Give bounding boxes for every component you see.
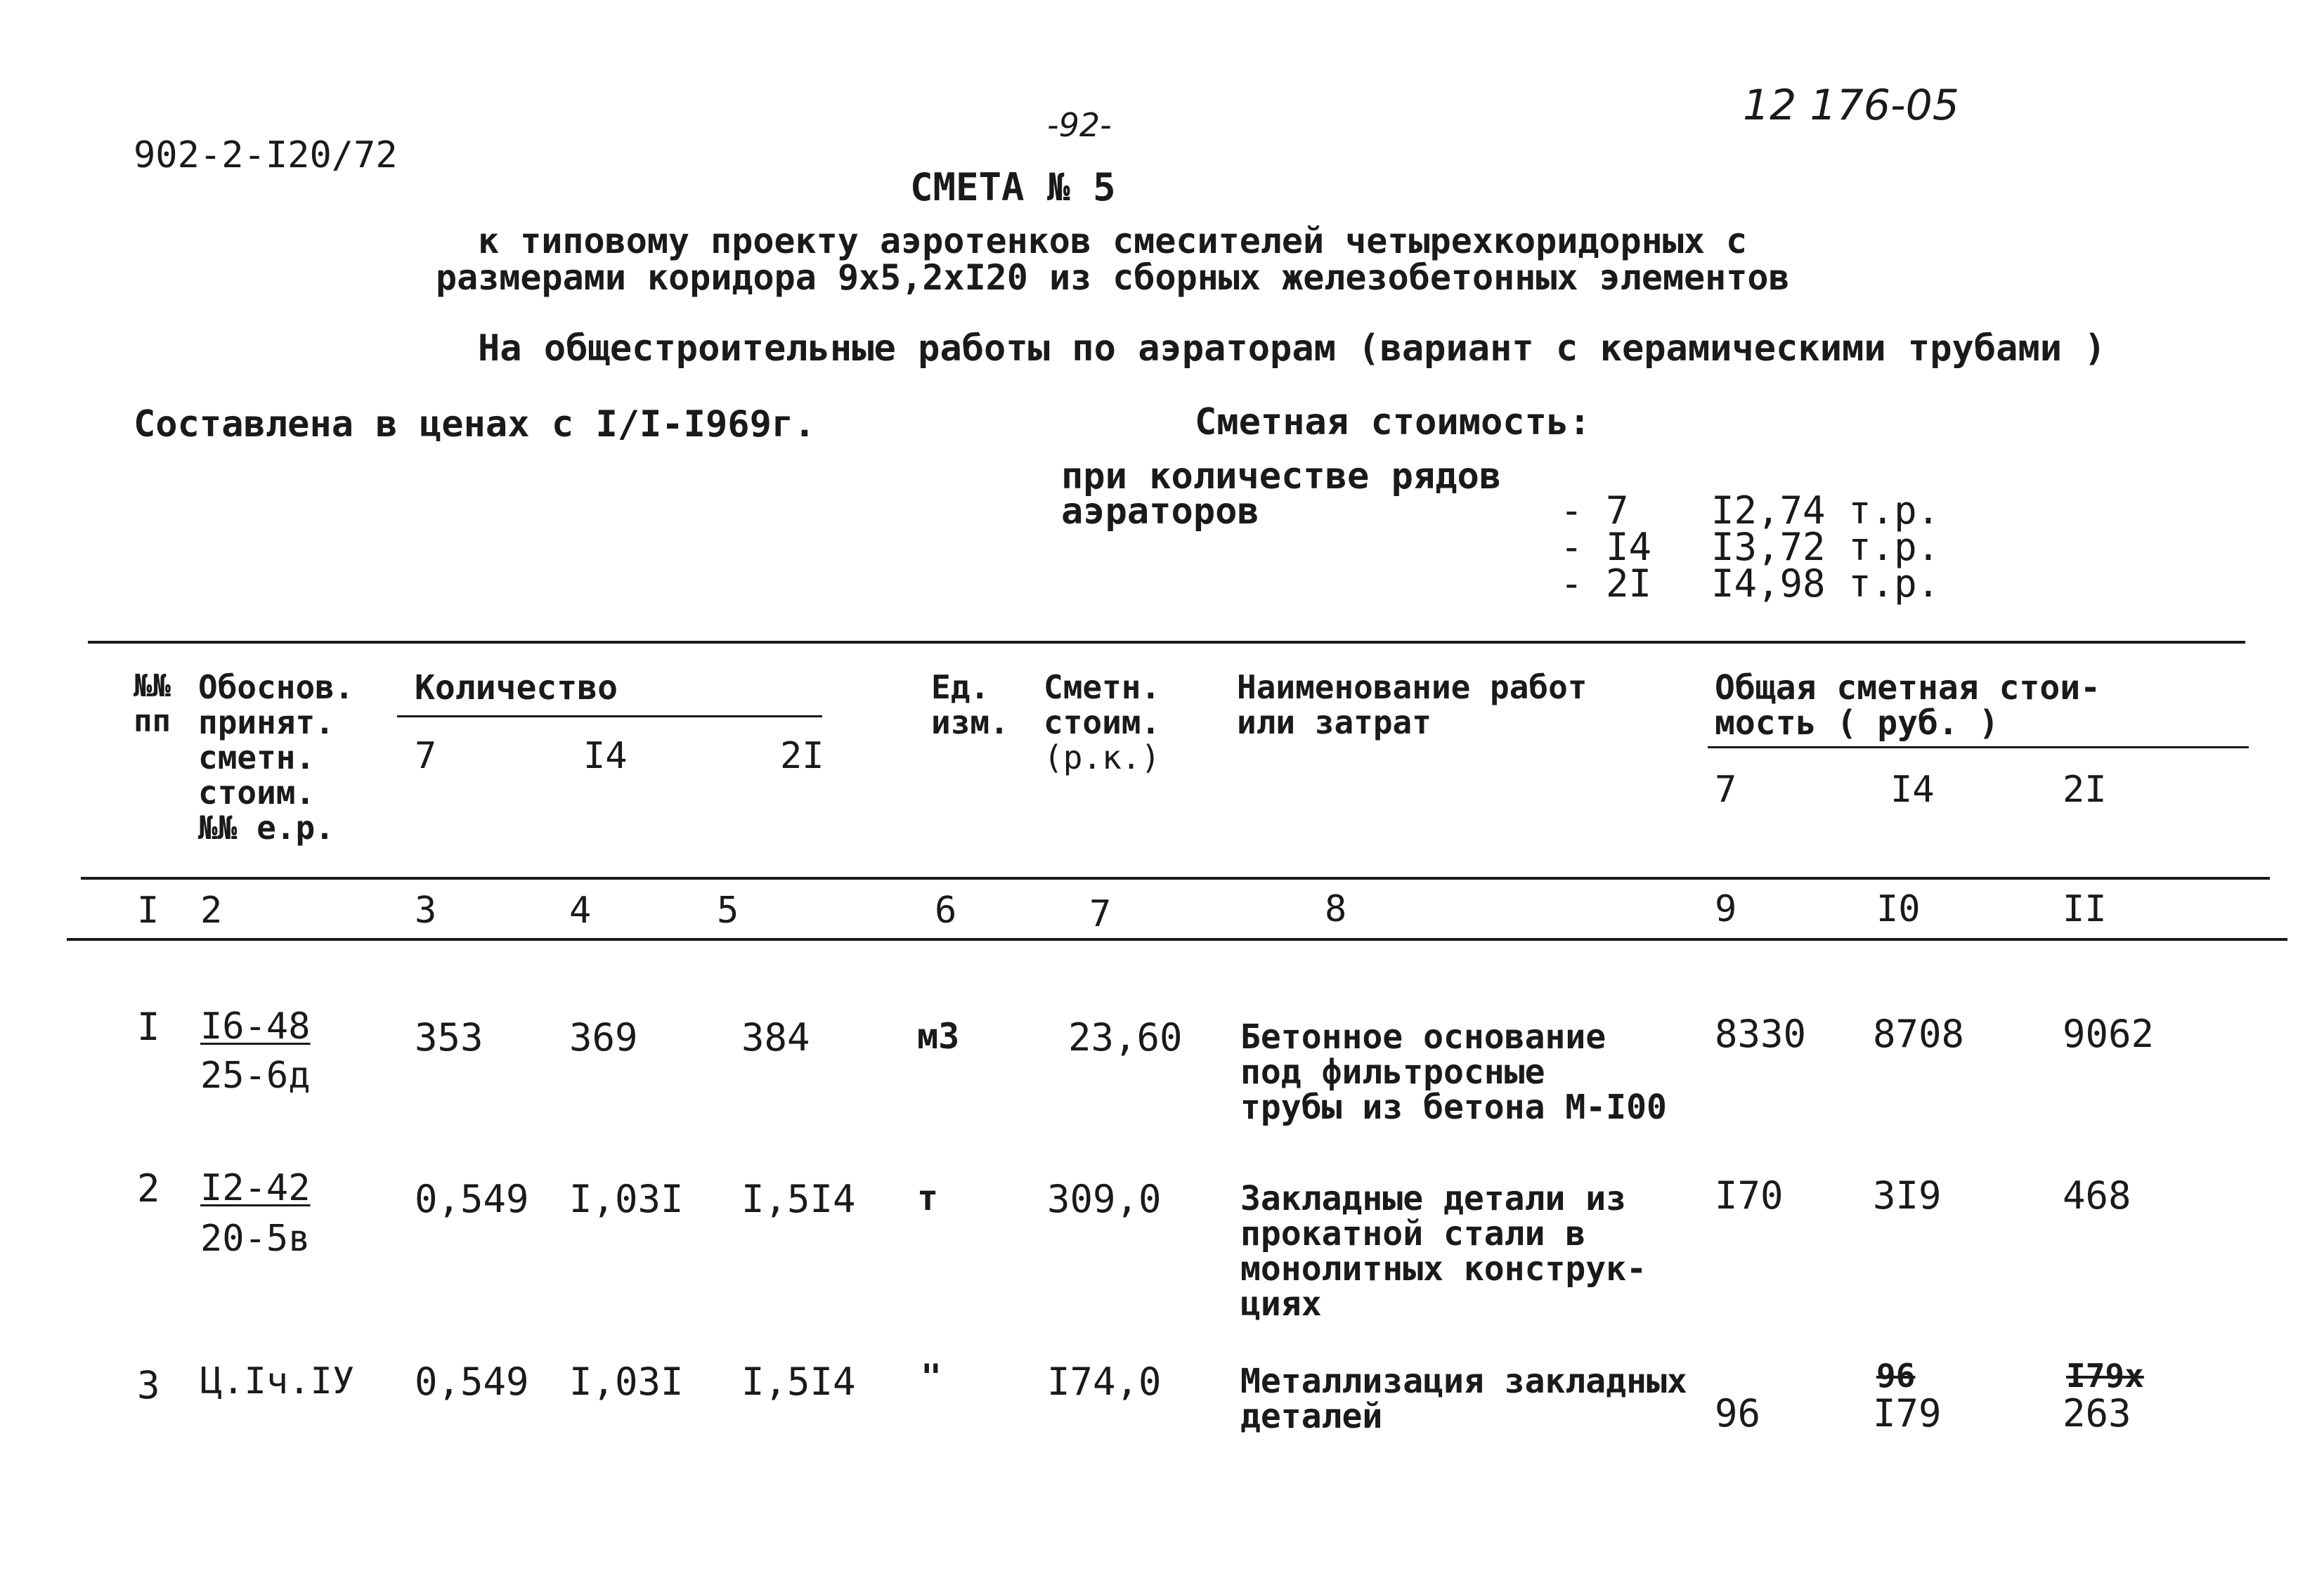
subtitle-line-1: к типовому проекту аэротенков смесителей четырехкоридорных с [478,221,1748,261]
header-num-line-2: пп [134,703,171,739]
header-name-line-1: Наименование работ [1237,668,1588,706]
column-number-4: 4 [569,890,592,932]
total-7: 96 [1715,1391,1761,1435]
header-qty-14: I4 [583,735,628,777]
total-21: 468 [2063,1173,2131,1218]
header-basis-line-3: сметн. [198,738,316,776]
basis-code: I6-48 [200,1005,311,1048]
quantity-14: I,03I [569,1360,684,1404]
work-name-line-4: циях [1240,1284,1322,1324]
basis-code-secondary: 25-6д [200,1055,311,1097]
total-21-struck: I79x [2066,1357,2144,1395]
header-basis-line-4: стоим. [198,774,316,812]
table-top-rule [88,641,2245,644]
column-number-2: 2 [200,890,223,932]
header-basis-line-1: Обоснов. [198,668,354,706]
quantity-7: 0,549 [415,1360,529,1404]
variant-rows-21: - 2I [1560,561,1652,606]
rows-label-line-2: аэраторов [1061,490,1259,533]
work-name-line-2: деталей [1240,1397,1383,1436]
document-title: СМЕТА № 5 [910,165,1116,209]
work-type: На общестроительные работы по аэраторам (вариант с керамическими трубами ) [478,327,2106,370]
header-bottom-rule [81,877,2270,880]
work-name-line-2: прокатной стали в [1240,1214,1586,1253]
basis-code-secondary: 20-5в [200,1218,311,1260]
page-number: -92- [1047,106,1112,144]
work-name-line-2: под фильтросные [1240,1053,1545,1092]
header-unit-line-2: изм. [931,703,1009,741]
quantity-14: I,03I [569,1177,684,1221]
total-21: 9062 [2063,1012,2155,1056]
column-number-10: I0 [1876,888,1921,930]
column-number-7: 7 [1089,893,1112,935]
total-21: 263 [2063,1391,2131,1435]
work-name-line-1: Закладные детали из [1240,1179,1627,1218]
header-num-line-1: №№ [134,668,171,704]
total-7: 8330 [1715,1012,1807,1056]
quantity-underline [397,715,822,717]
header-quantity: Количество [415,668,618,708]
unit-cost: 309,0 [1047,1177,1162,1221]
column-number-11: II [2063,888,2107,930]
unit-cost: I74,0 [1047,1360,1162,1404]
row-number: I [137,1005,160,1049]
total-14: 8708 [1873,1012,1965,1056]
row-number: 2 [137,1166,160,1211]
header-total-line-2: мость ( руб. ) [1715,703,1999,743]
header-total-14: I4 [1890,769,1935,811]
header-name-line-2: или затрат [1237,703,1432,741]
basis-code: I2-42 [200,1167,311,1209]
header-basis-line-5: №№ е.р. [198,809,335,847]
header-unit-cost-line-1: Сметн. [1044,668,1161,706]
total-14: 3I9 [1873,1173,1942,1218]
column-numbers-rule [67,938,2287,941]
variant-cost-7: I2,74 т.р. [1711,488,1940,533]
variant-cost-21: I4,98 т.р. [1711,561,1940,606]
quantity-7: 353 [415,1015,483,1060]
column-number-5: 5 [717,890,739,932]
header-basis-line-2: принят. [198,703,335,741]
header-total-21: 2I [2063,769,2107,811]
column-number-3: 3 [415,890,437,932]
header-unit-cost-line-3: (р.к.) [1044,738,1161,776]
header-qty-21: 2I [780,735,824,777]
rows-label-line-1: при количестве рядов [1061,455,1502,497]
work-name-line-3: монолитных конструк- [1240,1249,1647,1289]
prices-basis: Составлена в ценах с I/I-I969г. [134,403,816,445]
work-name-line-3: трубы из бетона М-I00 [1240,1088,1667,1127]
quantity-21: 384 [741,1015,810,1060]
header-total-line-1: Общая сметная стои- [1715,668,2101,708]
column-number-8: 8 [1325,888,1347,930]
header-unit-line-1: Ед. [931,668,990,706]
basis-code: Ц.Iч.IУ [200,1360,355,1402]
quantity-14: 369 [569,1015,638,1060]
total-14-struck: 96 [1876,1357,1916,1395]
quantity-7: 0,549 [415,1177,529,1221]
unit-ditto-mark: " [921,1357,942,1398]
header-unit-cost-line-2: стоим. [1044,703,1161,741]
estimate-cost-label: Сметная стоимость: [1195,401,1591,443]
total-14: I79 [1873,1391,1942,1435]
archive-number: 12 176-05 [1743,81,1959,130]
unit: м3 [917,1016,960,1057]
total-underline [1708,746,2249,748]
work-name-line-1: Бетонное основание [1240,1017,1606,1057]
total-7: I70 [1715,1173,1784,1218]
column-number-1: I [137,890,160,932]
variant-rows-7: - 7 [1560,488,1629,533]
quantity-21: I,5I4 [741,1177,856,1221]
variant-rows-14: - I4 [1560,525,1652,569]
column-number-6: 6 [935,890,957,932]
row-number: 3 [137,1363,160,1407]
unit: т [917,1178,939,1218]
unit-cost: 23,60 [1068,1015,1183,1060]
variant-cost-14: I3,72 т.р. [1711,525,1940,569]
document-code: 902-2-I20/72 [134,134,398,176]
quantity-21: I,5I4 [741,1360,856,1404]
header-total-7: 7 [1715,769,1737,811]
header-qty-7: 7 [415,735,437,777]
work-name-line-1: Металлизация закладных [1240,1362,1687,1401]
column-number-9: 9 [1715,888,1737,930]
subtitle-line-2: размерами коридора 9х5,2хI20 из сборных железобетонных элементов [436,257,1790,298]
